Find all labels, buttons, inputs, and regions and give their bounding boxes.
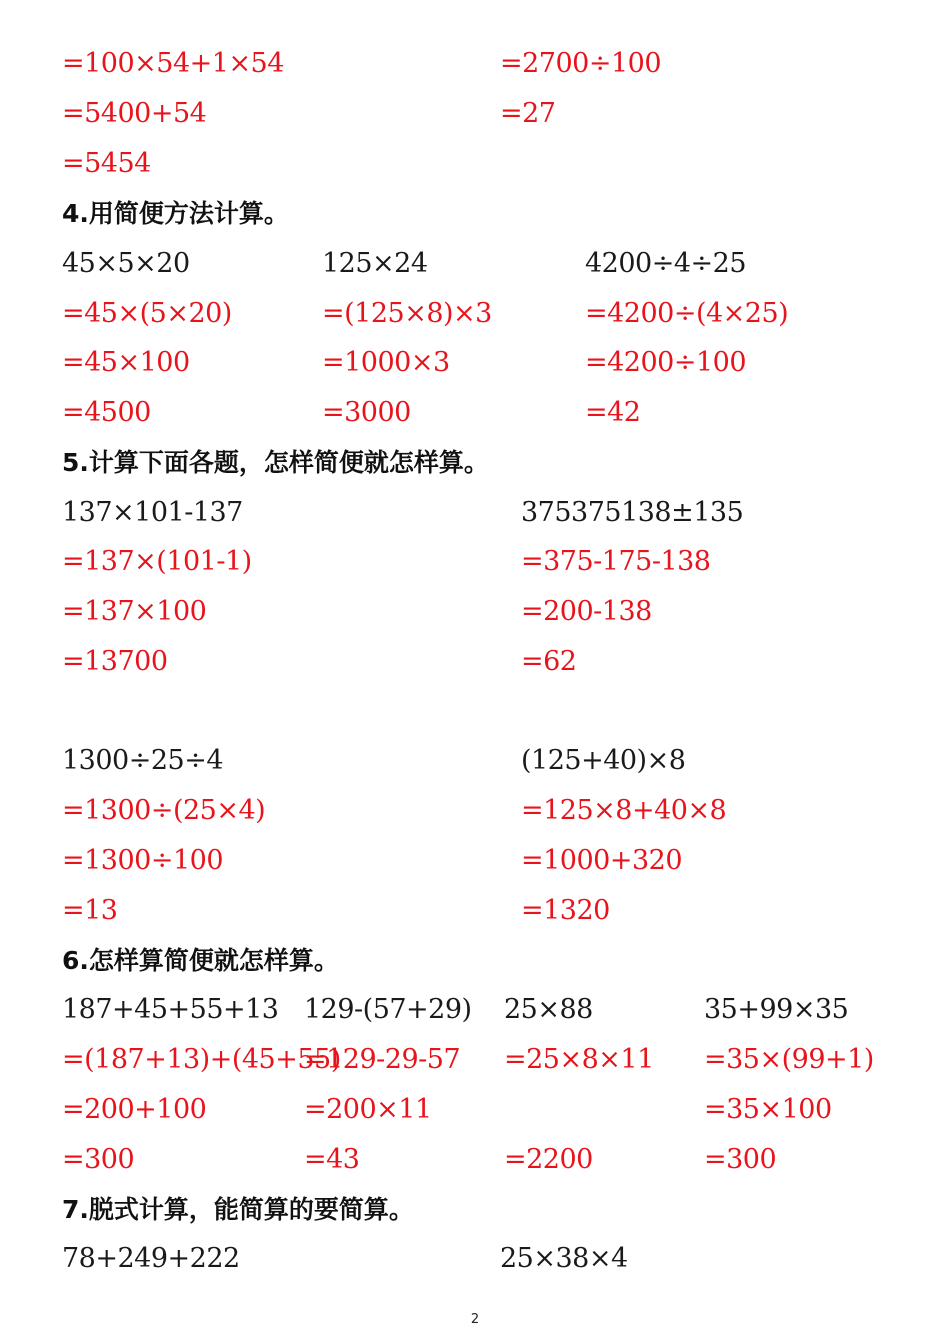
q6-col3-result: =2200 — [504, 1144, 593, 1175]
q4-heading: 4.用简便方法计算。 — [62, 199, 289, 228]
q5-b-result: =62 — [521, 646, 577, 677]
q4-col2-problem: 125×24 — [322, 248, 428, 279]
q3-left-step-1: =100×54+1×54 — [62, 48, 284, 79]
q4-col3-problem: 4200÷4÷25 — [585, 248, 746, 279]
q6-col3-step-1: =25×8×11 — [504, 1044, 654, 1075]
q4-col1-step-2: =45×100 — [62, 347, 190, 378]
q6-col4-problem: 35+99×35 — [704, 994, 849, 1025]
q4-col1-result: =4500 — [62, 397, 151, 428]
q5-a-step-1: =137×(101-1) — [62, 546, 252, 577]
q7-left-problem: 78+249+222 — [62, 1243, 240, 1274]
q5-b-step-2: =200-138 — [521, 596, 652, 627]
q7-heading: 7.脱式计算，能简算的要简算。 — [62, 1195, 414, 1224]
q4-col1-step-1: =45×(5×20) — [62, 298, 232, 329]
q6-col2-step-2: =200×11 — [304, 1094, 432, 1125]
q6-col4-step-1: =35×(99+1) — [704, 1044, 874, 1075]
q6-heading: 6.怎样算简便就怎样算。 — [62, 946, 339, 975]
q5-d-result: =1320 — [521, 895, 610, 926]
q5-d-step-1: =125×8+40×8 — [521, 795, 727, 826]
q3-left-result: =5454 — [62, 148, 151, 179]
page-number: 2 — [470, 1312, 480, 1327]
q6-col2-result: =43 — [304, 1144, 360, 1175]
q6-col2-step-1: =129-29-57 — [304, 1044, 461, 1075]
q5-b-problem: 375375138±135 — [521, 497, 744, 528]
q6-col1-step-1: =(187+13)+(45+55) — [62, 1044, 341, 1075]
q4-col1-problem: 45×5×20 — [62, 248, 190, 279]
q5-a-result: =13700 — [62, 646, 168, 677]
q5-d-problem: (125+40)×8 — [521, 745, 686, 776]
q5-c-step-1: =1300÷(25×4) — [62, 795, 266, 826]
q6-col1-step-2: =200+100 — [62, 1094, 207, 1125]
q6-col1-result: =300 — [62, 1144, 135, 1175]
q5-b-step-1: =375-175-138 — [521, 546, 711, 577]
q3-right-result: =27 — [500, 98, 556, 129]
q6-col4-step-2: =35×100 — [704, 1094, 832, 1125]
q3-left-step-2: =5400+54 — [62, 98, 207, 129]
q5-c-step-2: =1300÷100 — [62, 845, 223, 876]
q4-col3-result: =42 — [585, 397, 641, 428]
q6-col1-problem: 187+45+55+13 — [62, 994, 279, 1025]
q4-col2-step-2: =1000×3 — [322, 347, 450, 378]
q5-d-step-2: =1000+320 — [521, 845, 682, 876]
q5-c-result: =13 — [62, 895, 118, 926]
q3-right-step-1: =2700÷100 — [500, 48, 661, 79]
q6-col4-result: =300 — [704, 1144, 777, 1175]
q4-col3-step-2: =4200÷100 — [585, 347, 746, 378]
q5-c-problem: 1300÷25÷4 — [62, 745, 223, 776]
q7-right-problem: 25×38×4 — [500, 1243, 628, 1274]
q6-col2-problem: 129-(57+29) — [304, 994, 472, 1025]
q4-col2-result: =3000 — [322, 397, 411, 428]
q4-col3-step-1: =4200÷(4×25) — [585, 298, 789, 329]
q5-heading: 5.计算下面各题，怎样简便就怎样算。 — [62, 448, 489, 477]
q5-a-problem: 137×101-137 — [62, 497, 243, 528]
q5-a-step-2: =137×100 — [62, 596, 207, 627]
q4-col2-step-1: =(125×8)×3 — [322, 298, 492, 329]
q6-col3-problem: 25×88 — [504, 994, 593, 1025]
